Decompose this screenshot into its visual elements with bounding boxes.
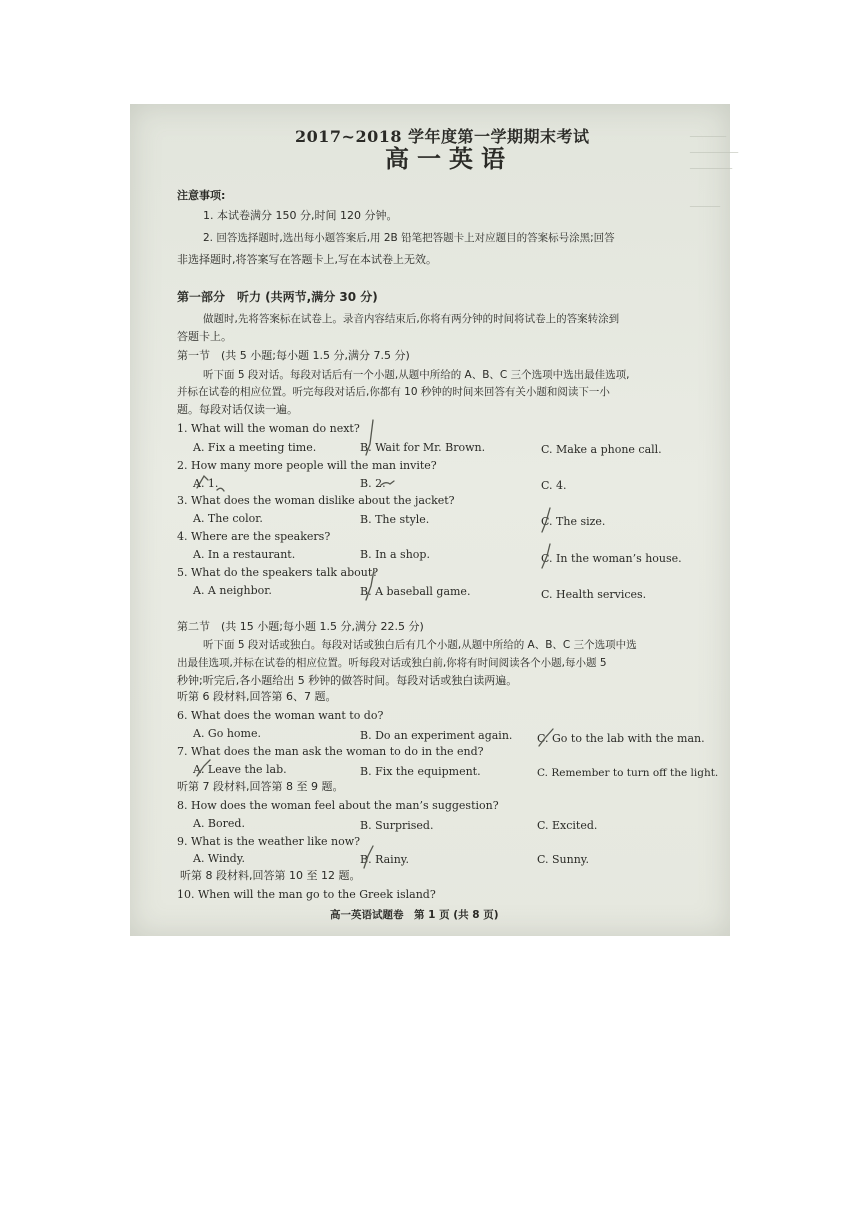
notes-item-1: 1. 本试卷满分 150 分,时间 120 分钟。 bbox=[203, 209, 398, 222]
question-4-option-c: C. In the woman’s house. bbox=[541, 552, 682, 565]
exam-paper-photo bbox=[130, 104, 739, 936]
part1-intro-cont: 答题卡上。 bbox=[177, 330, 232, 343]
question-8-option-b: B. Surprised. bbox=[360, 819, 434, 832]
section2-intro: 听下面 5 段对话或独白。每段对话或独白后有几个小题,从题中所给的 A、B、C 三个选项中选 bbox=[203, 639, 637, 651]
question-2-option-b: B. 2. bbox=[360, 477, 386, 490]
question-2-stem: 2. How many more people will the man invite? bbox=[177, 459, 437, 472]
bleed-through-text: ───── bbox=[690, 202, 721, 213]
question-1-option-b: B. Wait for Mr. Brown. bbox=[360, 441, 486, 454]
page-footer: 高一英语试题卷 第 1 页 (共 8 页) bbox=[330, 909, 499, 921]
question-7-option-c: C. Remember to turn off the light. bbox=[537, 767, 719, 779]
check-mark-icon bbox=[542, 544, 550, 568]
notes-heading: 注意事项: bbox=[177, 189, 226, 202]
exam-subject: 高一英语 bbox=[385, 144, 513, 173]
check-mark-icon bbox=[197, 760, 210, 776]
bleed-through-text: ──────── bbox=[690, 148, 739, 159]
question-7-option-a: A. Leave the lab. bbox=[193, 763, 287, 776]
question-3-option-a: A. The color. bbox=[193, 512, 263, 525]
section1-intro: 听下面 5 段对话。每段对话后有一个小题,从题中所给的 A、B、C 三个选项中选出最佳选项, bbox=[203, 369, 630, 381]
question-6-option-b: B. Do an experiment again. bbox=[360, 729, 513, 742]
question-7-stem: 7. What does the man ask the woman to do in the end? bbox=[177, 745, 484, 758]
section2-intro-cont2: 秒钟;听完后,各小题给出 5 秒钟的做答时间。每段对话或独白读两遍。 bbox=[177, 674, 518, 687]
question-3-option-b: B. The style. bbox=[360, 513, 430, 526]
question-4-option-b: B. In a shop. bbox=[360, 548, 430, 561]
question-3-stem: 3. What does the woman dislike about the jacket? bbox=[177, 494, 455, 507]
part1-heading: 第一部分 听力 (共两节,满分 30 分) bbox=[177, 290, 378, 304]
question-6-stem: 6. What does the woman want to do? bbox=[177, 709, 384, 722]
question-8-option-c: C. Excited. bbox=[537, 819, 598, 832]
section1-intro-cont: 并标在试卷的相应位置。听完每段对话后,你都有 10 秒钟的时间来回答有关小题和阅读下一小 bbox=[177, 386, 610, 398]
question-10-stem: 10. When will the man go to the Greek island? bbox=[177, 888, 436, 901]
pencil-scribble-icon bbox=[381, 481, 394, 485]
section2-intro-cont: 出最佳选项,并标在试卷的相应位置。听每段对话或独白前,你将有时间阅读各个小题,每小题 5 bbox=[177, 657, 607, 669]
question-3-option-c: C. The size. bbox=[541, 515, 606, 528]
question-1-option-a: A. Fix a meeting time. bbox=[193, 441, 317, 454]
section1-intro-cont2: 题。每段对话仅读一遍。 bbox=[177, 403, 298, 416]
question-6-option-c: C. Go to the lab with the man. bbox=[537, 732, 705, 745]
check-mark-icon bbox=[542, 508, 550, 532]
check-mark-icon bbox=[197, 476, 208, 488]
part1-intro: 做题时,先将答案标在试卷上。录音内容结束后,你将有两分钟的时间将试卷上的答案转涂到 bbox=[203, 313, 620, 325]
check-mark-icon bbox=[539, 729, 553, 746]
check-mark-icon bbox=[364, 846, 373, 868]
material-7-note: 听第 7 段材料,回答第 8 至 9 题。 bbox=[177, 780, 344, 793]
question-5-option-a: A. A neighbor. bbox=[193, 584, 272, 597]
check-mark-icon bbox=[366, 570, 374, 600]
question-1-option-c: C. Make a phone call. bbox=[541, 443, 662, 456]
question-5-option-c: C. Health services. bbox=[541, 588, 647, 601]
question-9-option-a: A. Windy. bbox=[193, 852, 245, 865]
question-5-option-b: B. A baseball game. bbox=[360, 585, 471, 598]
pencil-marks bbox=[130, 104, 733, 936]
material-8-note: 听第 8 段材料,回答第 10 至 12 题。 bbox=[180, 869, 361, 882]
question-2-option-c: C. 4. bbox=[541, 479, 567, 492]
exam-title: 2017~2018 学年度第一学期期末考试 bbox=[295, 127, 590, 146]
bleed-through-text: ─────── bbox=[690, 164, 733, 175]
section2-heading: 第二节 (共 15 小题;每小题 1.5 分,满分 22.5 分) bbox=[177, 620, 424, 633]
question-1-stem: 1. What will the woman do next? bbox=[177, 422, 360, 435]
question-7-option-b: B. Fix the equipment. bbox=[360, 765, 481, 778]
question-9-stem: 9. What is the weather like now? bbox=[177, 835, 361, 848]
question-8-stem: 8. How does the woman feel about the man’s suggestion? bbox=[177, 799, 499, 812]
question-9-option-c: C. Sunny. bbox=[537, 853, 590, 866]
question-5-stem: 5. What do the speakers talk about? bbox=[177, 566, 379, 579]
question-4-option-a: A. In a restaurant. bbox=[193, 548, 296, 561]
notes-item-2-cont: 非选择题时,将答案写在答题卡上,写在本试卷上无效。 bbox=[177, 253, 437, 266]
pencil-scribble-icon bbox=[217, 488, 224, 491]
question-6-option-a: A. Go home. bbox=[193, 727, 261, 740]
notes-item-2: 2. 回答选择题时,选出每小题答案后,用 2B 铅笔把答题卡上对应题目的答案标号涂黑;回答 bbox=[203, 232, 615, 244]
question-9-option-b: B. Rainy. bbox=[360, 853, 410, 866]
section1-heading: 第一节 (共 5 小题;每小题 1.5 分,满分 7.5 分) bbox=[177, 349, 410, 362]
question-2-option-a: A. 1. bbox=[193, 477, 219, 490]
question-4-stem: 4. Where are the speakers? bbox=[177, 530, 331, 543]
material-6-note: 听第 6 段材料,回答第 6、7 题。 bbox=[177, 690, 337, 703]
bleed-through-text: ────── bbox=[690, 132, 727, 143]
question-8-option-a: A. Bored. bbox=[193, 817, 245, 830]
check-mark-icon bbox=[366, 420, 373, 455]
